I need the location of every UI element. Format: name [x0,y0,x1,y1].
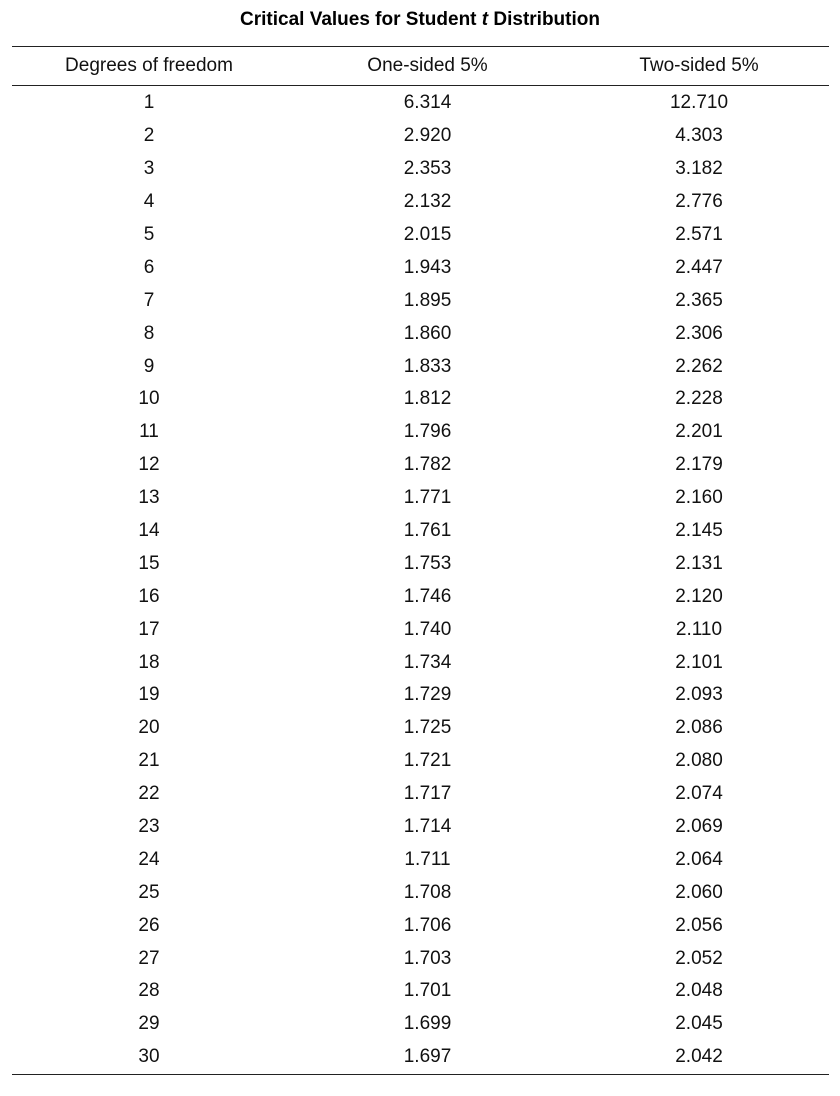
table-row [12,547,829,580]
df-cell: 18 [138,651,160,673]
df-cell: 13 [138,487,160,509]
two-sided-cell: 2.120 [675,585,723,607]
table-row [12,416,829,449]
table-row [12,350,829,383]
df-cell: 9 [143,355,155,377]
two-sided-cell: 2.365 [675,289,723,311]
table-row [12,383,829,416]
table-row [12,745,829,778]
two-sided-cell: 2.447 [675,256,723,278]
two-sided-cell: 2.045 [675,1013,723,1035]
df-cell: 11 [139,421,159,443]
two-sided-cell: 2.160 [675,487,723,509]
df-cell: 24 [138,848,160,870]
column-header-degrees-of-freedom: Degrees of freedom [65,55,233,76]
table-row [12,580,829,613]
two-sided-cell: 2.086 [675,717,723,739]
table-row [12,515,829,548]
table-row [12,942,829,975]
df-cell: 22 [138,783,160,805]
table-row [12,86,829,120]
one-sided-cell: 2.015 [403,224,452,245]
df-cell: 8 [143,322,155,344]
df-cell: 14 [138,520,160,542]
two-sided-cell: 2.069 [675,816,723,838]
two-sided-cell: 2.131 [675,552,723,574]
df-cell: 20 [138,717,160,739]
one-sided-cell: 1.729 [403,684,452,706]
two-sided-cell: 2.145 [675,520,723,542]
table-row [12,811,829,844]
one-sided-cell: 1.746 [403,585,452,607]
df-cell: 26 [138,914,160,936]
title-italic-t: t [481,9,489,30]
one-sided-cell: 1.771 [403,487,452,509]
two-sided-cell: 2.101 [675,651,723,673]
one-sided-cell: 1.761 [403,520,452,542]
one-sided-cell: 2.353 [403,158,452,180]
two-sided-cell: 2.080 [675,750,723,772]
df-cell: 28 [138,980,160,1002]
two-sided-cell: 2.110 [675,618,723,640]
one-sided-cell: 1.782 [403,454,452,476]
table-row [12,679,829,712]
one-sided-cell: 2.920 [403,125,452,147]
one-sided-cell: 1.740 [403,618,452,640]
df-cell: 1 [143,92,155,114]
two-sided-cell: 2.052 [675,947,723,969]
table-row [12,909,829,942]
one-sided-cell: 1.812 [403,388,452,410]
column-header-two-sided: Two-sided 5% [639,55,759,76]
one-sided-cell: 1.708 [403,881,452,903]
table-row [12,186,829,219]
df-cell: 4 [143,191,155,213]
two-sided-cell: 2.048 [675,980,723,1002]
one-sided-cell: 1.725 [403,717,452,739]
df-cell: 21 [138,750,160,772]
table-row [12,1008,829,1041]
table-row [12,153,829,186]
two-sided-cell: 2.571 [675,224,723,245]
two-sided-cell: 2.776 [675,191,723,213]
table-row [12,317,829,350]
df-cell: 15 [138,552,160,574]
title-prefix: Critical Values for Student [240,9,482,30]
df-cell: 29 [138,1013,160,1035]
one-sided-cell: 1.706 [403,914,452,936]
df-cell: 23 [138,816,160,838]
df-cell: 16 [138,585,160,607]
one-sided-cell: 1.699 [403,1013,452,1035]
table-row [12,449,829,482]
df-cell: 7 [143,289,155,311]
one-sided-cell: 1.734 [403,651,452,673]
two-sided-cell: 2.060 [675,881,723,903]
one-sided-cell: 1.714 [403,816,452,838]
df-cell: 27 [138,947,160,969]
df-cell: 5 [143,224,155,245]
column-header-one-sided: One-sided 5% [367,55,488,76]
df-cell: 17 [138,618,160,640]
one-sided-cell: 6.314 [403,92,452,114]
two-sided-cell: 3.182 [675,158,723,180]
table-row [12,712,829,745]
two-sided-cell: 12.710 [669,92,729,114]
two-sided-cell: 2.093 [675,684,723,706]
table-row [12,284,829,317]
table-row [12,613,829,646]
table-row [12,219,829,252]
table-row [12,251,829,284]
one-sided-cell: 1.721 [403,750,452,772]
two-sided-cell: 2.074 [675,783,723,805]
table-row [12,975,829,1008]
two-sided-cell: 2.056 [675,914,723,936]
two-sided-cell: 2.064 [675,848,723,870]
one-sided-cell: 1.711 [404,848,451,870]
table-row [12,843,829,876]
one-sided-cell: 1.796 [403,421,452,443]
df-cell: 30 [138,1046,160,1068]
df-cell: 3 [143,158,155,180]
two-sided-cell: 2.306 [675,322,723,344]
title-suffix: Distribution [488,9,600,30]
table-row [12,1041,829,1074]
two-sided-cell: 2.201 [675,421,723,443]
two-sided-cell: 4.303 [675,125,723,147]
table-body [12,86,829,1075]
one-sided-cell: 1.753 [403,552,452,574]
header-row [12,47,829,86]
table-row [12,482,829,515]
df-cell: 2 [143,125,155,147]
table-row [12,646,829,679]
df-cell: 19 [138,684,160,706]
one-sided-cell: 1.895 [403,289,452,311]
table-header [12,47,829,86]
one-sided-cell: 1.943 [403,256,452,278]
one-sided-cell: 1.860 [403,322,452,344]
one-sided-cell: 1.833 [403,355,452,377]
one-sided-cell: 2.132 [403,191,452,213]
df-cell: 12 [138,454,160,476]
table-title [0,8,840,32]
df-cell: 6 [143,256,155,278]
table-row [12,120,829,153]
df-cell: 25 [138,881,160,903]
df-cell: 10 [138,388,160,410]
one-sided-cell: 1.701 [403,980,452,1002]
one-sided-cell: 1.697 [403,1046,452,1068]
table-row [12,778,829,811]
two-sided-cell: 2.042 [675,1046,723,1068]
one-sided-cell: 1.703 [403,947,452,969]
two-sided-cell: 2.179 [675,454,723,476]
two-sided-cell: 2.228 [675,388,723,410]
critical-values-table [12,46,829,1075]
table-row [12,876,829,909]
one-sided-cell: 1.717 [403,783,452,805]
two-sided-cell: 2.262 [675,355,723,377]
